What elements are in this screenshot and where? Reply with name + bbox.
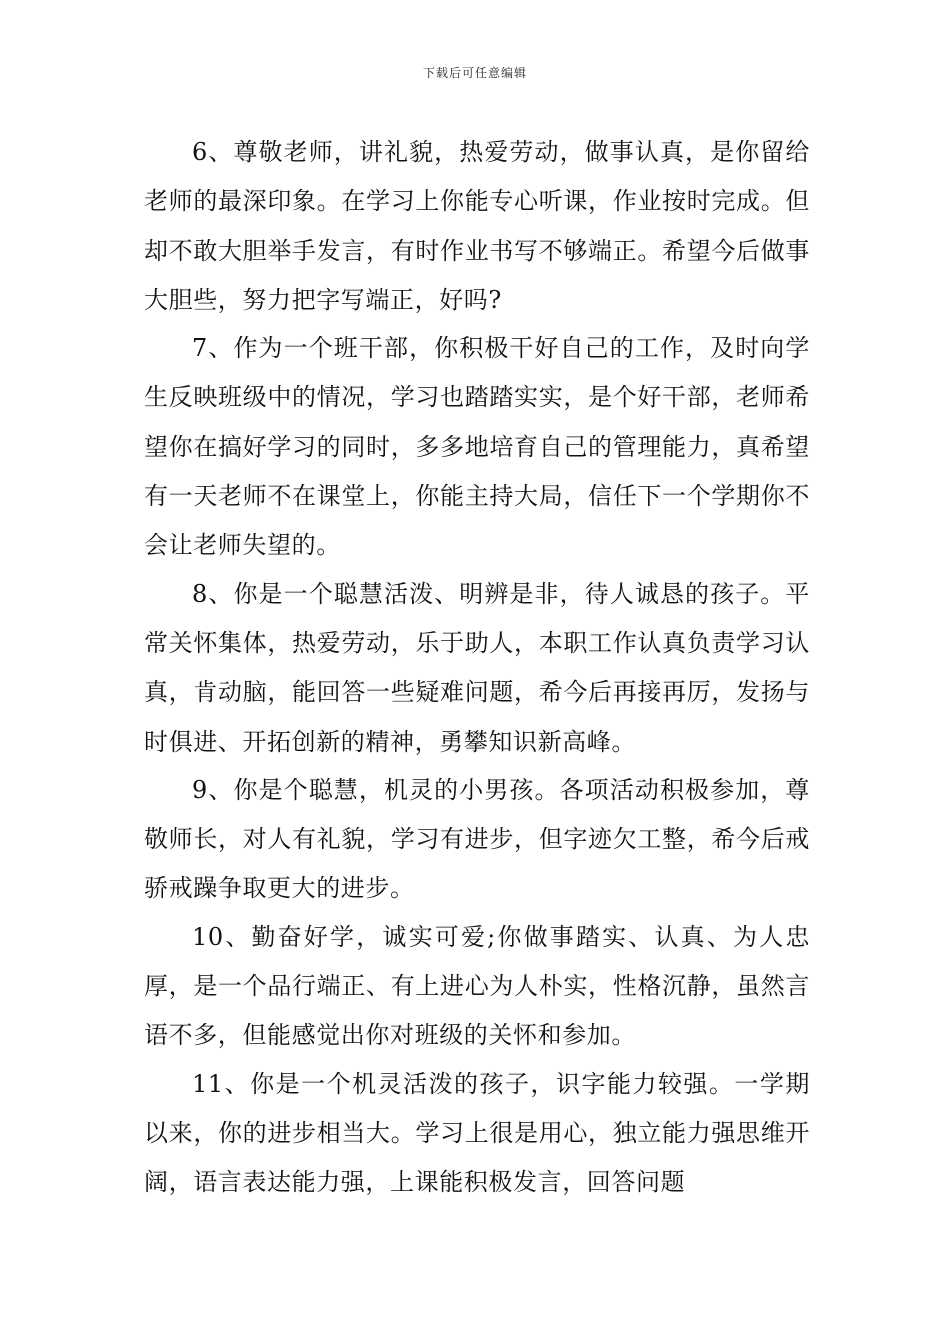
paragraph-7: 7、作为一个班干部，你积极干好自己的工作，及时向学生反映班级中的情况，学习也踏踏实实，是个好干部，老师希望你在搞好学习的同时，多多地培育自己的管理能力，真希望有一天老师不在课堂上，你能主持大局，信任下一个学期你不会让老师失望的。: [144, 334, 810, 560]
document-body: [144, 128, 810, 1207]
paragraph-8: 8、你是一个聪慧活泼、明辨是非，待人诚恳的孩子。平常关怀集体，热爱劳动，乐于助人，本职工作认真负责学习认真，肯动脑，能回答一些疑难问题，希今后再接再厉，发扬与时俱进、开拓创新的精神，勇攀知识新高峰。: [144, 579, 810, 756]
paragraph-11: 11、你是一个机灵活泼的孩子，识字能力较强。一学期以来，你的进步相当大。学习上很是用心，独立能力强思维开阔，语言表达能力强，上课能积极发言，回答问题: [144, 1069, 810, 1197]
paragraph-10: 10、勤奋好学，诚实可爱;你做事踏实、认真、为人忠厚，是一个品行端正、有上进心为人朴实，性格沉静，虽然言语不多，但能感觉出你对班级的关怀和参加。: [144, 922, 810, 1050]
paragraph-6: 6、尊敬老师，讲礼貌，热爱劳动，做事认真，是你留给老师的最深印象。在学习上你能专心听课，作业按时完成。但却不敢大胆举手发言，有时作业书写不够端正。希望今后做事大胆些，努力把字写端正，好吗?: [144, 138, 810, 314]
page-header: 下载后可任意编辑: [422, 66, 527, 80]
paragraph-9: 9、你是个聪慧，机灵的小男孩。各项活动积极参加，尊敬师长，对人有礼貌，学习有进步，但字迹欠工整，希今后戒骄戒躁争取更大的进步。: [144, 775, 810, 903]
